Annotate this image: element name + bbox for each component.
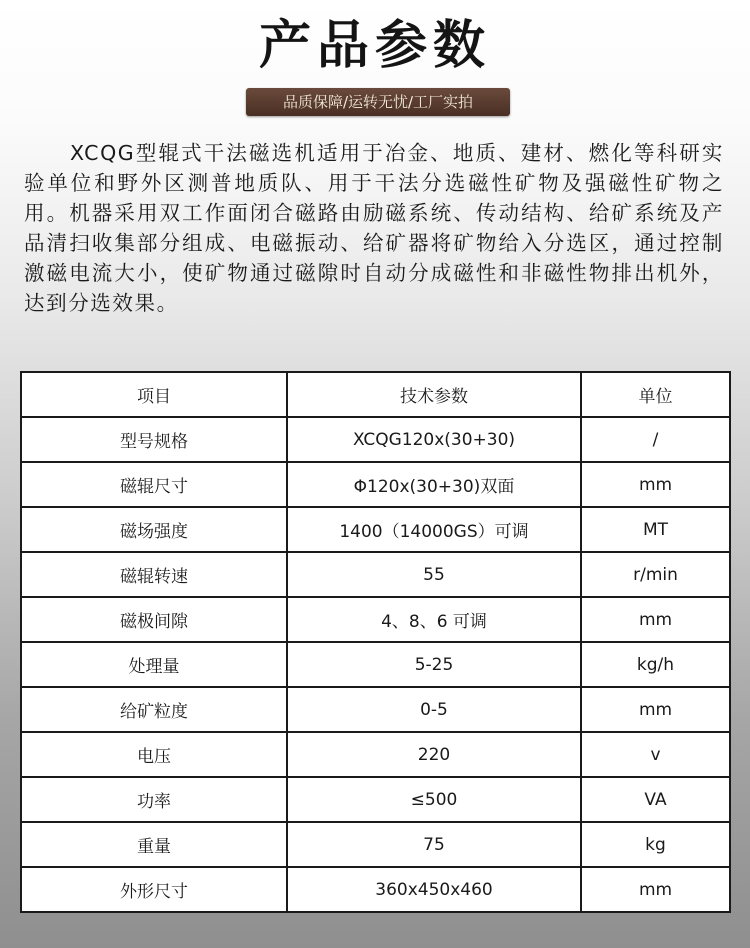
page-title: 产品参数 (258, 16, 491, 76)
row-unit: mm (581, 462, 730, 507)
row-unit: kg/h (581, 642, 730, 687)
row-item: 重量 (21, 822, 287, 867)
header-spec: 技术参数 (287, 372, 581, 417)
table-row (21, 777, 730, 822)
row-spec: 360x450x460 (287, 867, 581, 912)
row-spec: 75 (287, 822, 581, 867)
header-unit: 单位 (581, 372, 730, 417)
table-row (21, 507, 730, 552)
row-spec: 0-5 (287, 687, 581, 732)
row-item: 磁极间隙 (21, 597, 287, 642)
row-item: 磁辊转速 (21, 552, 287, 597)
table-row (21, 732, 730, 777)
table-row (21, 642, 730, 687)
row-item: 磁场强度 (21, 507, 287, 552)
row-spec: ≤500 (287, 777, 581, 822)
row-unit: r/min (581, 552, 730, 597)
row-unit: / (581, 417, 730, 462)
row-unit: VA (581, 777, 730, 822)
parameter-table (20, 371, 731, 913)
table-row (21, 417, 730, 462)
row-spec: 220 (287, 732, 581, 777)
table-row (21, 597, 730, 642)
row-item: 给矿粒度 (21, 687, 287, 732)
row-spec: 1400（14000GS）可调 (287, 507, 581, 552)
row-item: 型号规格 (21, 417, 287, 462)
row-spec: 5-25 (287, 642, 581, 687)
row-item: 外形尺寸 (21, 867, 287, 912)
slogan-ribbon: 品质保障/运转无忧/工厂实拍 (246, 88, 510, 116)
row-spec: 55 (287, 552, 581, 597)
header-item: 项目 (21, 372, 287, 417)
table-row (21, 867, 730, 912)
row-item: 处理量 (21, 642, 287, 687)
row-unit: mm (581, 867, 730, 912)
row-unit: v (581, 732, 730, 777)
table-header-row (21, 372, 730, 417)
row-item: 磁辊尺寸 (21, 462, 287, 507)
product-description: XCQG型辊式干法磁选机适用于冶金、地质、建材、燃化等科研实验单位和野外区测普地质队、用于干法分选磁性矿物及强磁性矿物之用。机器采用双工作面闭合磁路由励磁系统、传动结构、给矿系统及产品清扫收集部分组成、电磁振动、给矿器将矿物给入分选区，通过控制激磁电流大小，使矿物通过磁隙时自动分成磁性和非磁性物排出机外，达到分选效果。 (24, 141, 724, 315)
row-unit: mm (581, 597, 730, 642)
row-unit: MT (581, 507, 730, 552)
table-row (21, 687, 730, 732)
table-row (21, 552, 730, 597)
row-unit: mm (581, 687, 730, 732)
row-spec: Φ120x(30+30)双面 (287, 462, 581, 507)
row-spec: XCQG120x(30+30) (287, 417, 581, 462)
table-row (21, 822, 730, 867)
row-item: 功率 (21, 777, 287, 822)
table-row (21, 462, 730, 507)
row-unit: kg (581, 822, 730, 867)
row-spec: 4、8、6 可调 (287, 597, 581, 642)
row-item: 电压 (21, 732, 287, 777)
